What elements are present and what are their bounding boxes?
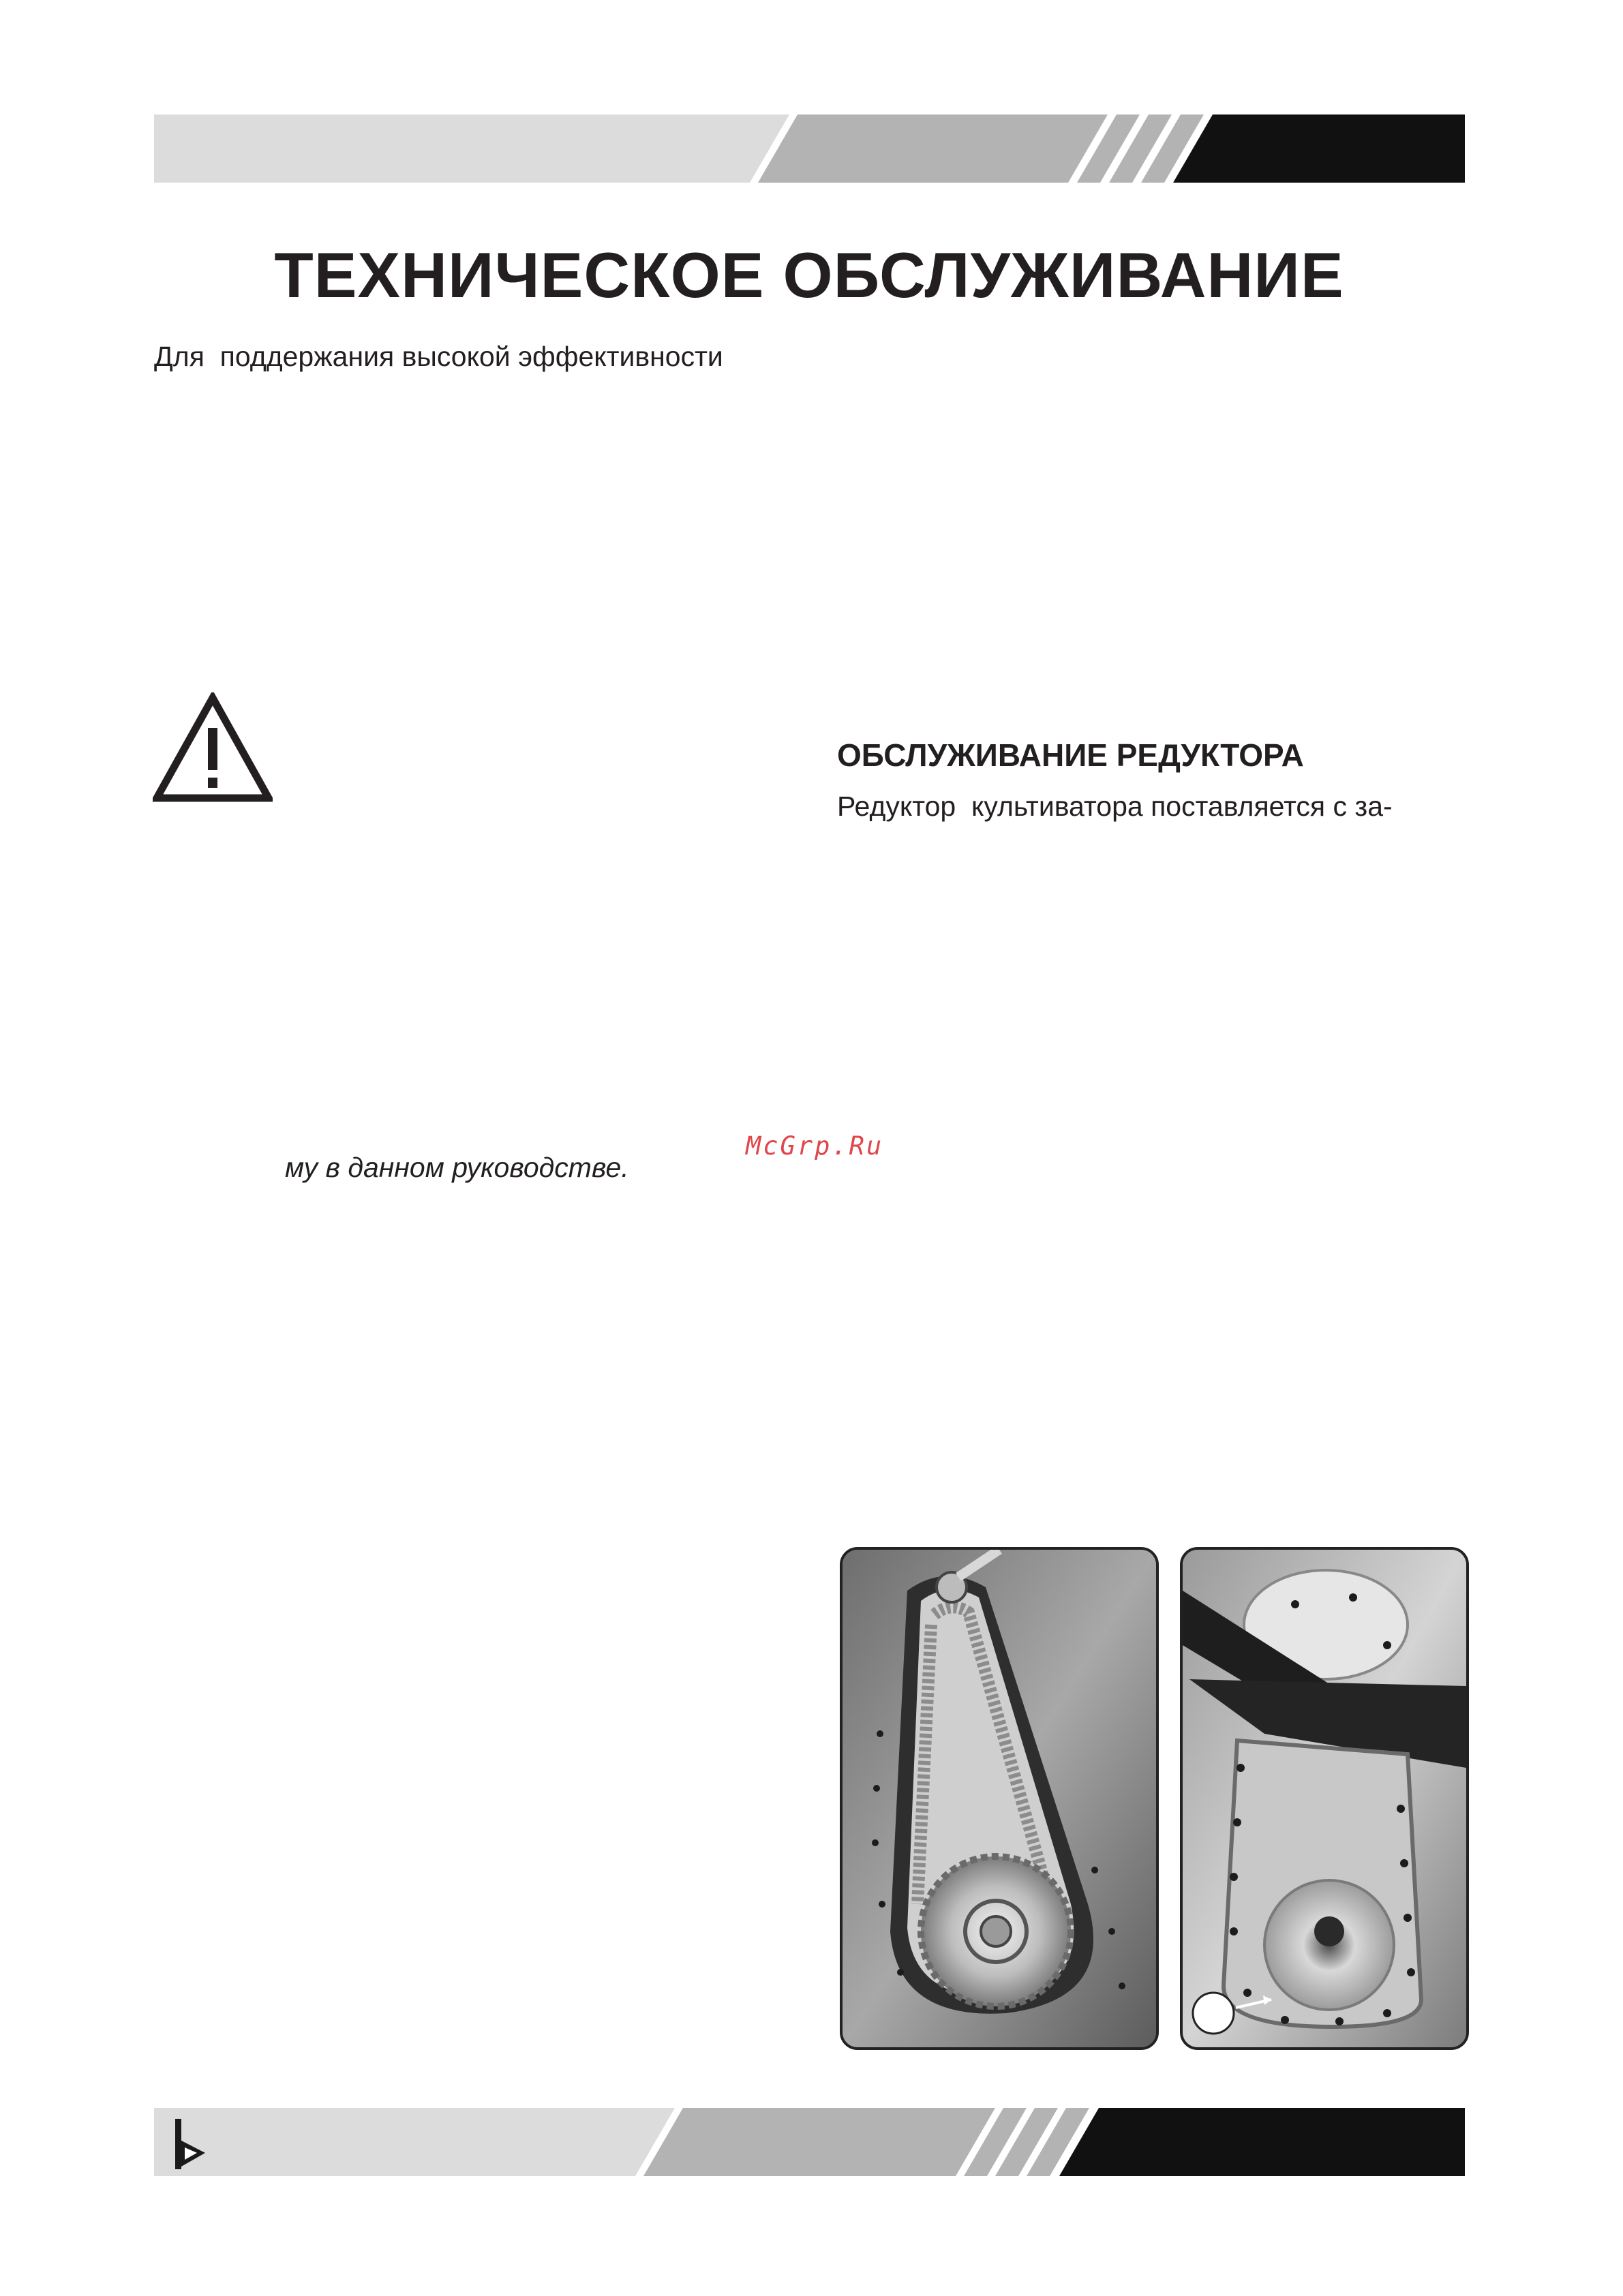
manual-reference-note: му в данном руководстве. xyxy=(285,1152,629,1183)
gearbox-section-heading: ОБСЛУЖИВАНИЕ РЕДУКТОРА xyxy=(837,737,1304,773)
footer-decorative-band xyxy=(0,2108,1623,2176)
page-title: ТЕХНИЧЕСКОЕ ОБСЛУЖИВАНИЕ xyxy=(274,239,1344,311)
intro-text: Для поддержания высокой эффективности xyxy=(154,341,723,372)
warning-triangle-icon xyxy=(153,692,273,803)
brand-logo-icon xyxy=(174,2117,208,2171)
gearbox-cover-photo xyxy=(1180,1547,1469,2050)
header-decorative-band xyxy=(0,114,1623,183)
chain-case-photo xyxy=(840,1547,1159,2050)
gearbox-section-text: Редуктор культиватора поставляется с за- xyxy=(837,791,1393,822)
watermark: McGrp.Ru xyxy=(746,1131,884,1161)
